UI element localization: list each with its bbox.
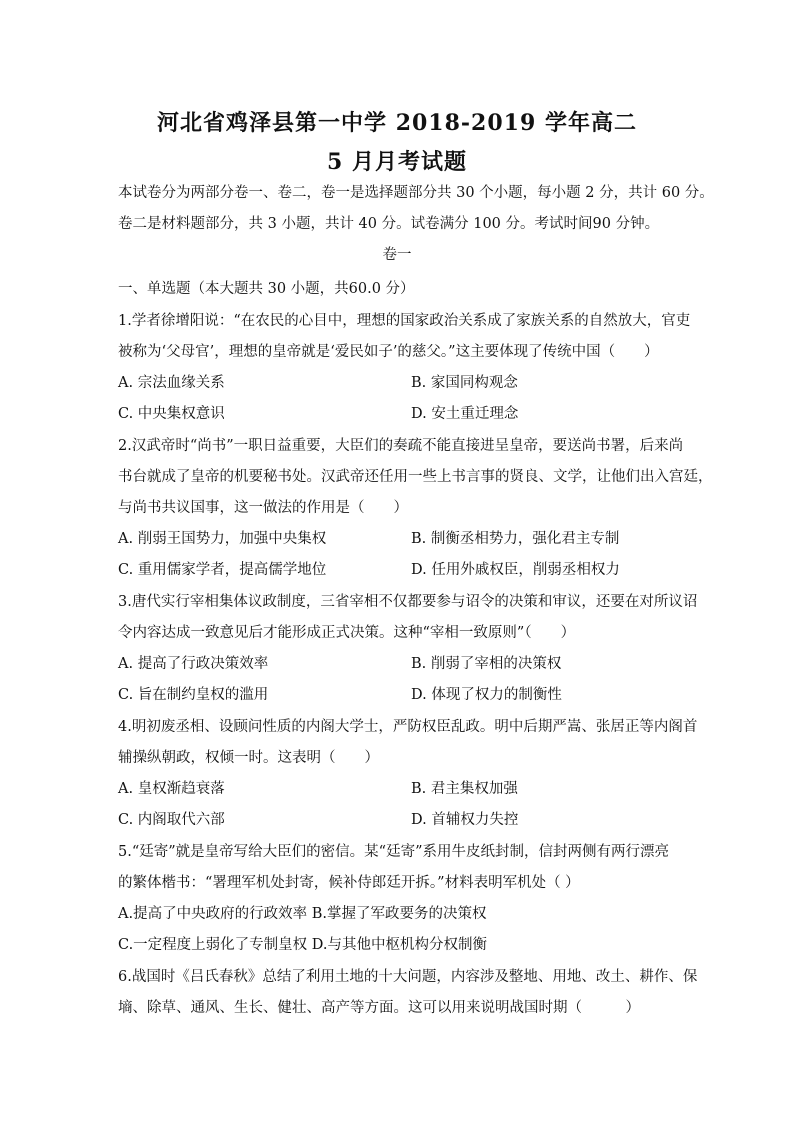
question-2-line-2: 书台就成了皇帝的机要秘书处。汉武帝还任用一些上书言事的贤良、文学，让他们出入宫廷， [118, 469, 713, 485]
question-4-line-1: 4.明初废丞相、设顾问性质的内阁大学士，严防权臣乱政。明中后期严嵩、张居正等内阁首 [118, 719, 698, 735]
question-2-option-b: B. 制衡丞相势力，强化君主专制 [411, 531, 620, 547]
question-4-option-b: B. 君主集权加强 [411, 781, 518, 797]
question-3-option-b: B. 削弱了宰相的决策权 [411, 656, 562, 672]
question-2-line-1: 2.汉武帝时“尚书”一职日益重要，大臣们的奏疏不能直接进呈皇帝，要送尚书署，后来尚 [118, 438, 684, 454]
question-3-line-2: 令内容达成一致意见后才能形成正式决策。这种“宰相一致原则”（ ） [118, 625, 576, 641]
question-2-line-3: 与尚书共议国事，这一做法的作用是（ ） [118, 500, 408, 516]
question-1-line-2: 被称为‘父母官’，理想的皇帝就是‘爱民如子’的慈父。”这主要体现了传统中国（ ） [118, 344, 659, 360]
question-2-option-d: D. 任用外戚权臣，削弱丞相权力 [411, 562, 620, 578]
question-5-line-3: A.提高了中央政府的行政效率 B.掌握了军政要务的决策权 [118, 906, 487, 922]
question-4-option-a: A. 皇权渐趋衰落 [118, 781, 225, 797]
exam-title-line1: 河北省鸡泽县第一中学 2018-2019 学年高二 [157, 110, 637, 136]
question-3-option-d: D. 体现了权力的制衡性 [411, 687, 562, 703]
question-4-option-c: C. 内阁取代六部 [118, 812, 225, 828]
question-1-option-d: D. 安土重迁理念 [411, 406, 519, 422]
question-1-option-a: A. 宗法血缘关系 [118, 375, 225, 391]
volume-label: 卷一 [382, 247, 412, 263]
question-1-line-1: 1.学者徐增阳说：“在农民的心目中，理想的国家政治关系成了家族关系的自然放大，官吏 [118, 313, 691, 329]
intro-line-1: 本试卷分为两部分卷一、卷二，卷一是选择题部分共 30 个小题，每小题 2 分，共计 60 分。 [118, 185, 714, 201]
question-5-line-1: 5.“廷寄”就是皇帝写给大臣们的密信。某“廷寄”系用牛皮纸封制，信封两侧有两行漂亮 [118, 844, 669, 860]
question-6-line-1: 6.战国时《吕氏春秋》总结了利用土地的十大问题，内容涉及整地、用地、改土、耕作、保 [118, 969, 698, 985]
question-3-option-a: A. 提高了行政决策效率 [118, 656, 269, 672]
question-5-line-4: C.一定程度上弱化了专制皇权 D.与其他中枢机构分权制衡 [118, 937, 488, 953]
question-1-option-b: B. 家国同构观念 [411, 375, 518, 391]
question-1-option-c: C. 中央集权意识 [118, 406, 225, 422]
section-heading: 一、单选题（本大题共 30 小题，共60.0 分） [118, 281, 415, 297]
question-5-line-2: 的繁体楷书：“署理军机处封寄，候补侍郎廷开拆。”材料表明军机处（ ） [118, 875, 580, 891]
question-2-option-a: A. 削弱王国势力，加强中央集权 [118, 531, 327, 547]
question-6-line-2: 墒、除草、通风、生长、健壮、高产等方面。这可以用来说明战国时期（ ） [118, 1000, 640, 1016]
question-3-option-c: C. 旨在制约皇权的滥用 [118, 687, 269, 703]
question-4-line-2: 辅操纵朝政，权倾一时。这表明（ ） [118, 750, 379, 766]
question-3-line-1: 3.唐代实行宰相集体议政制度，三省宰相不仅都要参与诏令的决策和审议，还要在对所议诏 [118, 594, 698, 610]
question-2-option-c: C. 重用儒家学者，提高儒学地位 [118, 562, 327, 578]
exam-title-line2: 5 月月考试题 [327, 149, 467, 175]
intro-line-2: 卷二是材料题部分，共 3 小题，共计 40 分。试卷满分 100 分。考试时间90 分钟。 [118, 216, 660, 232]
question-4-option-d: D. 首辅权力失控 [411, 812, 519, 828]
